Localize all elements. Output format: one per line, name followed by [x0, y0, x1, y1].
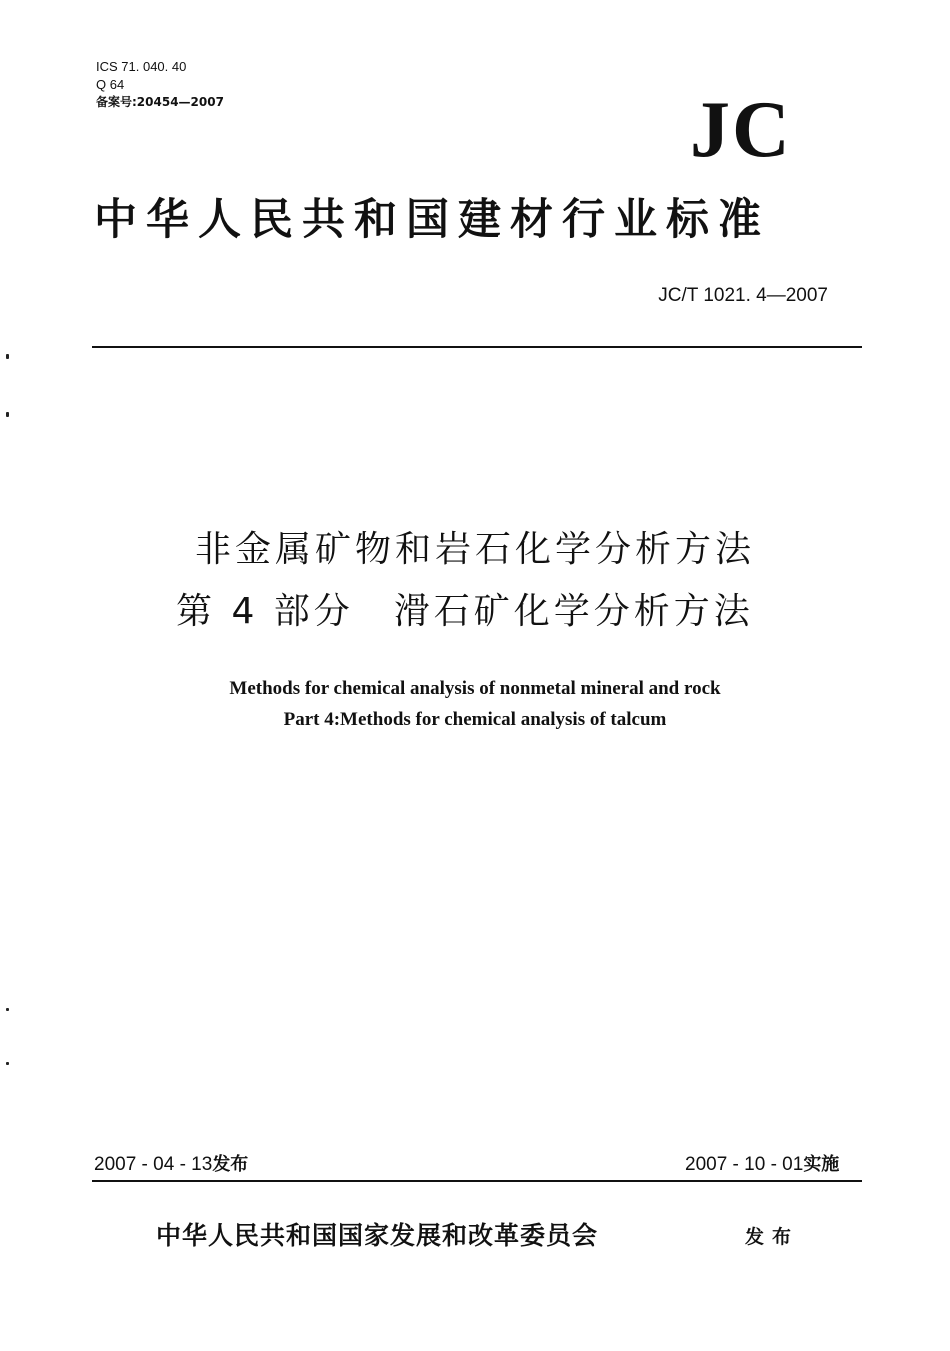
bottom-divider	[92, 1180, 862, 1182]
publish-date-row	[94, 1152, 248, 1178]
standard-code: JC/T 1021. 4—2007	[658, 285, 828, 306]
jc-logo: JC	[690, 86, 792, 174]
publish-date: 2007 - 04 - 13	[94, 1154, 213, 1175]
scan-speck	[6, 1008, 9, 1011]
record-number: 备案号:20454—2007	[96, 95, 224, 109]
issuer-name: 中华人民共和国国家发展和改革委员会	[156, 1221, 599, 1250]
classification-code: Q 64	[96, 77, 125, 92]
title-en-line2: Part 4:Methods for chemical analysis of talcum	[283, 709, 667, 730]
scan-speck	[6, 412, 9, 417]
scan-speck	[6, 354, 9, 359]
title-cn-part: 第 4 部分	[176, 591, 354, 632]
effective-date-row	[685, 1152, 839, 1178]
effective-label: 实施	[803, 1154, 840, 1175]
ics-code: ICS 71. 040. 40	[96, 59, 187, 74]
issuer-suffix: 发布	[745, 1226, 800, 1248]
top-divider	[92, 346, 862, 348]
title-en-line1: Methods for chemical analysis of nonmetal mineral and rock	[229, 678, 721, 699]
title-cn-line1: 非金属矿物和岩石化学分析方法	[194, 529, 755, 570]
title-cn-subtitle: 滑石矿化学分析方法	[393, 591, 754, 632]
standard-category-title: 中华人民共和国建材行业标准	[94, 195, 770, 245]
effective-date: 2007 - 10 - 01	[685, 1154, 804, 1175]
title-cn-line2	[176, 588, 754, 636]
scan-speck	[6, 1062, 9, 1065]
publish-label: 发布	[212, 1154, 249, 1175]
